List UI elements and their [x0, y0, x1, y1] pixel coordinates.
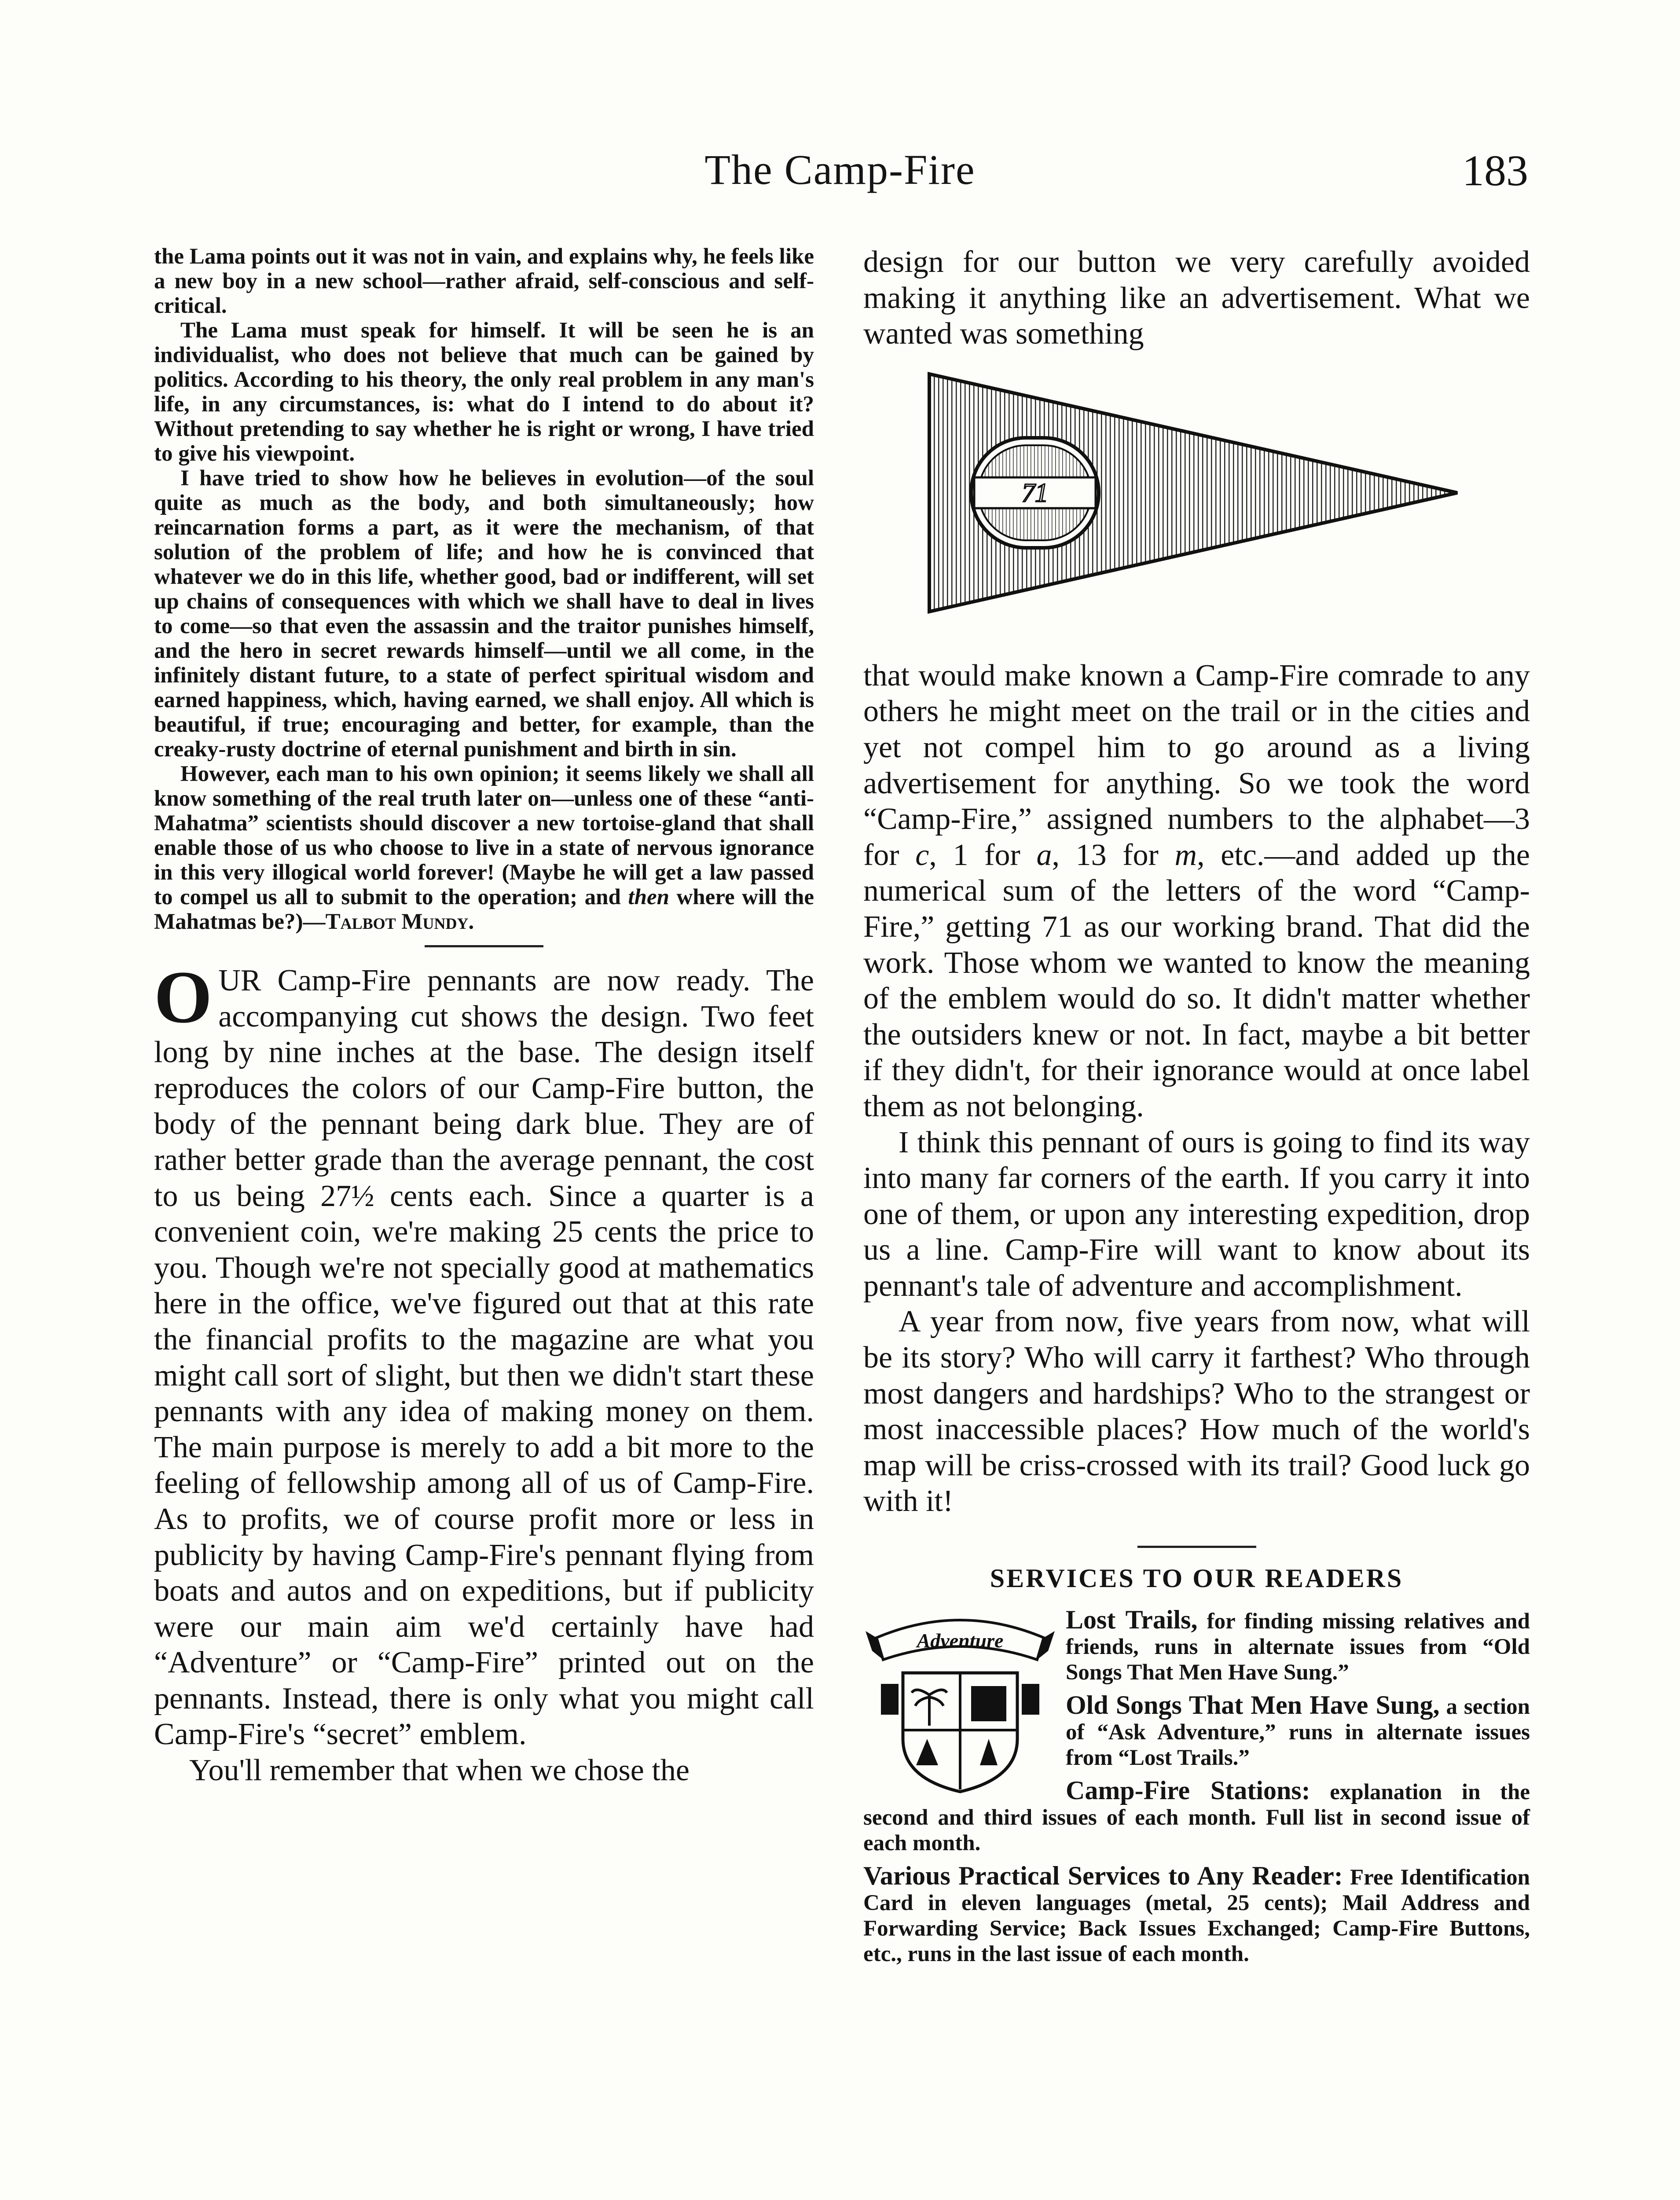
service-lost-trails: Lost Trails, for finding missing relatives and friends, runs in alternate issues from “Old Songs That Men Have Sung.”	[1066, 1605, 1530, 1685]
services-heading: SERVICES TO OUR READERS	[990, 1564, 1404, 1593]
article-paragraph: You'll remember that when we chose the	[189, 1753, 690, 1788]
section-divider	[1137, 1546, 1256, 1548]
article-paragraph: I think this pennant of ours is going to find its way into many far corners of the earth. If you carry it into one of them, or upon any interesting expedition, drop us a line. Camp-Fire will want to know about its pennant's tale of adventure and accomplishment.	[863, 1125, 1530, 1303]
small-paragraph: the Lama points out it was not in vain, and explains why, he feels like a new boy in a new school—rather afraid, self-conscious and self-critical.	[154, 244, 814, 318]
adventure-emblem	[863, 1607, 1057, 1796]
article-paragraph: A year from now, five years from now, what will be its story? Who will carry it farthest? Who through most dangers and hardships? Who to the strangest or most inaccessible places? How much of the world's map will be criss-crossed with its trail? Good luck go with it!	[863, 1305, 1530, 1518]
section-divider	[425, 945, 543, 947]
pennant-number: 71	[1022, 478, 1048, 507]
ship-icon	[971, 1686, 1006, 1721]
service-practical-services: Various Practical Services to Any Reader: Free Identification Card in eleven languages (metal, 25 cents); Mail Address and Forwarding Service; Back Issues Exchanged; Camp-Fire Buttons, etc., runs in the last issue of each month.	[863, 1861, 1530, 1967]
pennant-article-paragraph: OUR Camp-Fire pennants are now ready. The accompanying cut shows the design. Two feet long by nine inches at the base. The design itself reproduces the colors of our Camp-Fire button, the body of the pennant being dark blue. They are of rather better grade than the average pennant, the cost to us being 27½ cents each. Since a quarter is a convenient coin, we're making 25 cents the price to you. Though we're not specially good at mathematics here in the office, we've figured out that at this rate the financial profits to the magazine are what you might call sort of slight, but then we didn't start these pennants with any idea of making money on them. The main purpose is merely to add a bit more to the feeling of fellowship among all of us of Camp-Fire. As to profits, we of course profit more or less in publicity by having Camp-Fire's pennant flying from boats and autos and on expeditions, but if publicity were our main aim we'd certainly have had “Adventure” or “Camp-Fire” printed out on the pennants. Instead, there is only what you might call Camp-Fire's “secret” emblem.	[154, 956, 814, 1752]
small-paragraph: I have tried to show how he believes in evolution—of the soul quite as much as the body, and both simultaneously; how reincarnation forms a part, as it were the mechanism, of that solution of the problem of life; and how he is convinced that whatever we do in this life, whether good, bad or indifferent, will set up chains of consequences with which we shall have to deal in lives to come—so that even the assassin and the traitor punishes himself, and the hero in secret rewards himself—until we all come, in the infinitely distant future, to a state of perfect spiritual wisdom and earned happiness, which, having earned, we shall enjoy. All which is beautiful, if true; encouraging and better, for example, than the creaky-rusty doctrine of eternal punishment and birth in sin.	[154, 466, 814, 762]
left-column	[154, 244, 814, 1789]
author-signature: Talbot Mundy.	[325, 909, 474, 934]
service-old-songs: Old Songs That Men Have Sung, a section of “Ask Adventure,” runs in alternate issues from “Lost Trails.”	[1066, 1690, 1530, 1771]
right-column	[863, 244, 1530, 1967]
article-paragraph: design for our button we very carefully avoided making it anything like an advertisement. What we wanted was something	[863, 245, 1530, 351]
emblem-banner-text: Adventure	[917, 1629, 1004, 1652]
running-title: The Camp-Fire	[704, 146, 976, 193]
page-number: 183	[1462, 146, 1528, 195]
service-camp-fire-stations: Camp-Fire Stations: explanation in the second and third issues of each month. Full list in second issue of each month.	[863, 1776, 1530, 1856]
pennant-graphic	[925, 370, 1462, 616]
drop-cap: O	[154, 956, 213, 1038]
pennant-illustration	[863, 370, 1530, 634]
small-paragraph: The Lama must speak for himself. It will be seen he is an individualist, who does not believe that much can be gained by politics. According to his theory, the only real problem in any man's life, in any circumstances, is: what do I intend to do about it? Without pretending to say whether he is right or wrong, I have tried to give his viewpoint.	[154, 318, 814, 466]
article-paragraph: that would make known a Camp-Fire comrade to any others he might meet on the trail or in the cities and yet not compel him to go around as a living advertisement for anything. So we took the word “Camp-Fire,” assigned numbers to the alphabet—3 for c, 1 for a, 13 for m, etc.—and added up the numerical sum of the letters of the word “Camp-Fire,” getting 71 as our working brand. That did the work. Those whom we wanted to know the meaning of the emblem would do so. It didn't matter whether the outsiders knew or not. In fact, maybe a bit better if they didn't, for their ignorance would at once label them as not belonging.	[863, 658, 1530, 1123]
small-paragraph-last: However, each man to his own opinion; it seems likely we shall all know something of the real truth later on—unless one of these “anti-Mahatma” scientists should discover a new tortoise-gland that shall enable those of us who choose to live in a state of nervous ignorance in this very illogical world forever! (Maybe he will get a law passed to compel us all to submit to the operation; and then where will the Mahatmas be?)—Talbot Mundy.	[154, 762, 814, 934]
